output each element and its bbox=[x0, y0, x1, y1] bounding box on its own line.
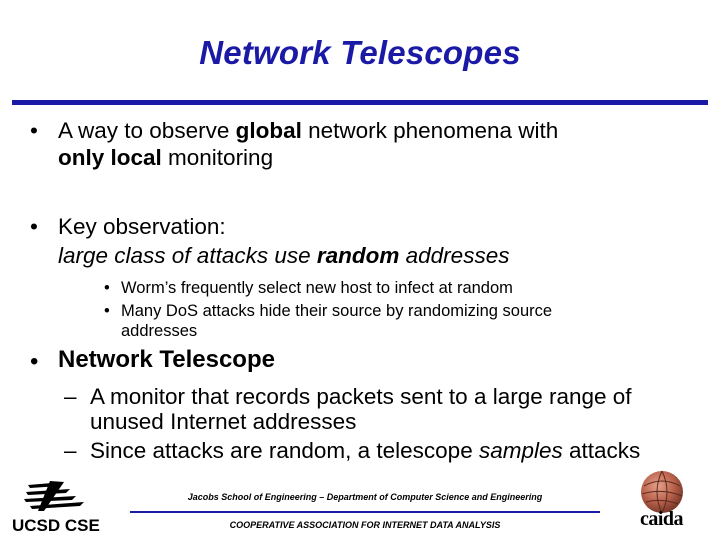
sub-bullet-worms: Worm’s frequently select new host to infect at random bbox=[121, 279, 513, 297]
bullet-1-emphasis-local: only local bbox=[58, 145, 162, 170]
sub-bullet-dos: Many DoS attacks hide their source by randomizing source bbox=[121, 302, 553, 320]
footer-divider bbox=[130, 511, 600, 513]
ucsd-logo-icon bbox=[20, 480, 92, 514]
caida-logo bbox=[632, 470, 692, 530]
sub-item-monitor: A monitor that records packets sent to a large range of bbox=[90, 384, 632, 409]
bullet-3-heading: Network Telescope bbox=[58, 346, 275, 373]
bullet-2-emphasis-random: random bbox=[316, 243, 400, 268]
ucsd-label: UCSD CSE bbox=[12, 516, 100, 535]
ucsd-logo bbox=[20, 480, 92, 514]
page-title: Network Telescopes bbox=[199, 34, 521, 71]
bullet-2-text: large class of attacks use bbox=[58, 243, 317, 268]
bullet-2-text-end: addresses bbox=[399, 243, 510, 268]
sub-bullet-dot: • bbox=[104, 302, 110, 320]
footer-department: Jacobs School of Engineering – Department of Computer Science and Engineering bbox=[187, 492, 543, 502]
sub-bullet-dot: • bbox=[104, 279, 110, 297]
sub-bullet-dos-cont: addresses bbox=[121, 322, 198, 340]
bullet-1-text: A way to observe bbox=[58, 118, 236, 143]
dash-marker: – bbox=[64, 438, 77, 463]
footer-caida-name: COOPERATIVE ASSOCIATION FOR INTERNET DATA ANALYSIS bbox=[229, 520, 501, 530]
title-divider bbox=[12, 100, 708, 105]
sub-item-samples-end: attacks bbox=[562, 438, 641, 463]
bullet-1-text-cont: network phenomena with bbox=[301, 118, 559, 143]
caida-logo-text: caida bbox=[640, 508, 684, 530]
bullet-1-emphasis-global: global bbox=[235, 118, 302, 143]
bullet-dot: • bbox=[30, 118, 38, 143]
sub-item-monitor-cont: unused Internet addresses bbox=[90, 409, 357, 434]
sub-item-samples-emphasis: samples bbox=[478, 438, 563, 463]
bullet-1-text-end: monitoring bbox=[161, 145, 274, 170]
bullet-dot: • bbox=[30, 214, 38, 239]
sub-item-samples: Since attacks are random, a telescope bbox=[90, 438, 479, 463]
bullet-2-heading: Key observation: bbox=[58, 214, 226, 239]
bullet-dot: • bbox=[30, 348, 39, 375]
dash-marker: – bbox=[64, 384, 77, 409]
